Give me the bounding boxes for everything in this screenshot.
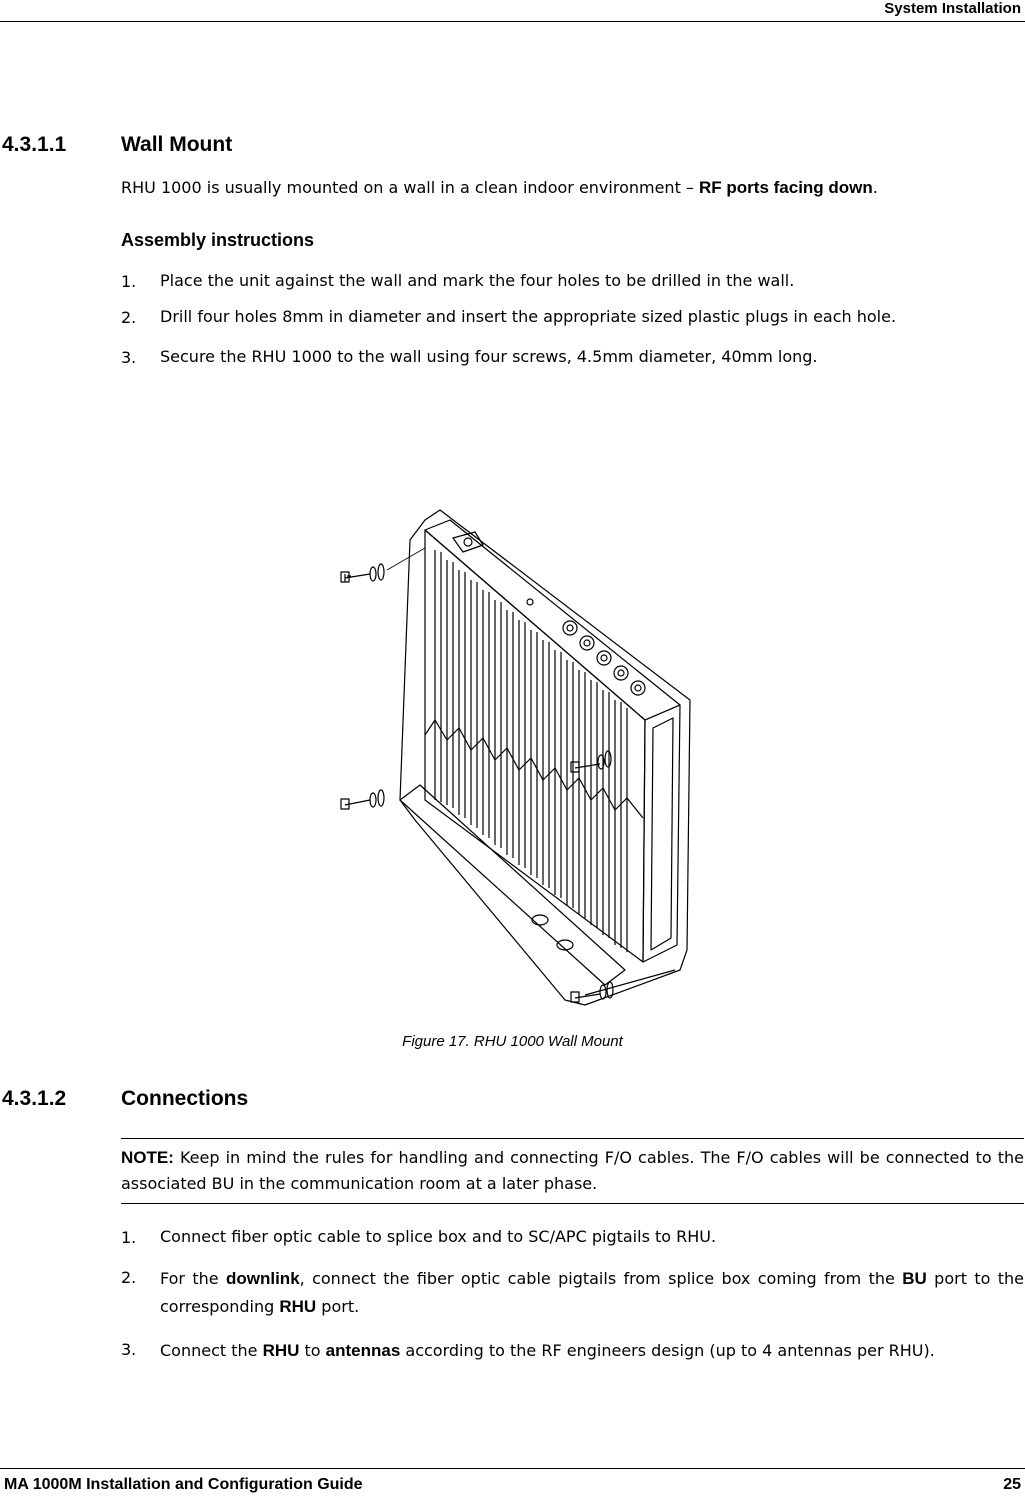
text-run: Connect the [160, 1341, 263, 1360]
header-rule [0, 21, 1025, 22]
text-run: to [299, 1341, 326, 1360]
step-number: 2. [121, 1268, 137, 1287]
step-number: 1. [121, 1228, 137, 1247]
bold-run: RHU [279, 1297, 317, 1316]
bold-run: BU [902, 1269, 927, 1288]
page-number: 25 [1003, 1476, 1021, 1493]
rhu-wall-mount-figure [325, 500, 700, 1015]
step-text: Connect fiber optic cable to splice box and to SC/APC pigtails to RHU. [160, 1227, 717, 1246]
section-number: 4.3.1.2 [2, 1087, 67, 1110]
note-paragraph [121, 1145, 1024, 1197]
running-header: System Installation [884, 0, 1021, 17]
text-run: according to the RF engineers design (up to 4 antennas per RHU). [400, 1341, 935, 1360]
subheading: Assembly instructions [121, 230, 315, 250]
intro-bold: RF ports facing down [699, 178, 873, 197]
section-title: Connections [121, 1087, 249, 1110]
step-text: Drill four holes 8mm in diameter and insert the appropriate sized plastic plugs in each hole. [160, 307, 897, 326]
text-run: , connect the fiber optic cable pigtails from splice box coming from the [299, 1269, 903, 1288]
bold-run: downlink [225, 1269, 300, 1288]
intro-paragraph [121, 176, 878, 200]
step-text: Place the unit against the wall and mark the four holes to be drilled in the wall. [160, 271, 795, 290]
figure-caption: Figure 17. RHU 1000 Wall Mount [402, 1033, 623, 1050]
step-text [160, 1337, 1024, 1365]
intro-text: RHU 1000 is usually mounted on a wall in a clean indoor environment – [121, 178, 700, 197]
note-text: Keep in mind the rules for handling and connecting F/O cables. The F/O cables will be connected to the associated BU in the communication room at a later phase. [121, 1148, 1024, 1193]
intro-end: . [872, 178, 878, 197]
section-title: Wall Mount [121, 133, 233, 156]
text-run: For the [160, 1269, 226, 1288]
step-number: 1. [121, 272, 137, 291]
text-run: port to the corresponding [160, 1269, 1025, 1316]
step-number: 3. [121, 348, 137, 367]
step-number: 3. [121, 1340, 137, 1359]
text-run: port. [316, 1297, 360, 1316]
footer-title: MA 1000M Installation and Configuration Guide [4, 1476, 363, 1493]
section-number: 4.3.1.1 [2, 133, 67, 156]
step-number: 2. [121, 308, 137, 327]
bold-run: antennas [325, 1341, 401, 1360]
step-text [160, 1265, 1024, 1321]
step-text: Secure the RHU 1000 to the wall using four screws, 4.5mm diameter, 40mm long. [160, 347, 818, 366]
bold-run: RHU [262, 1341, 300, 1360]
footer-rule [0, 1468, 1025, 1469]
rhu-unit-drawing [325, 500, 700, 1015]
note-label: NOTE: [121, 1148, 174, 1167]
